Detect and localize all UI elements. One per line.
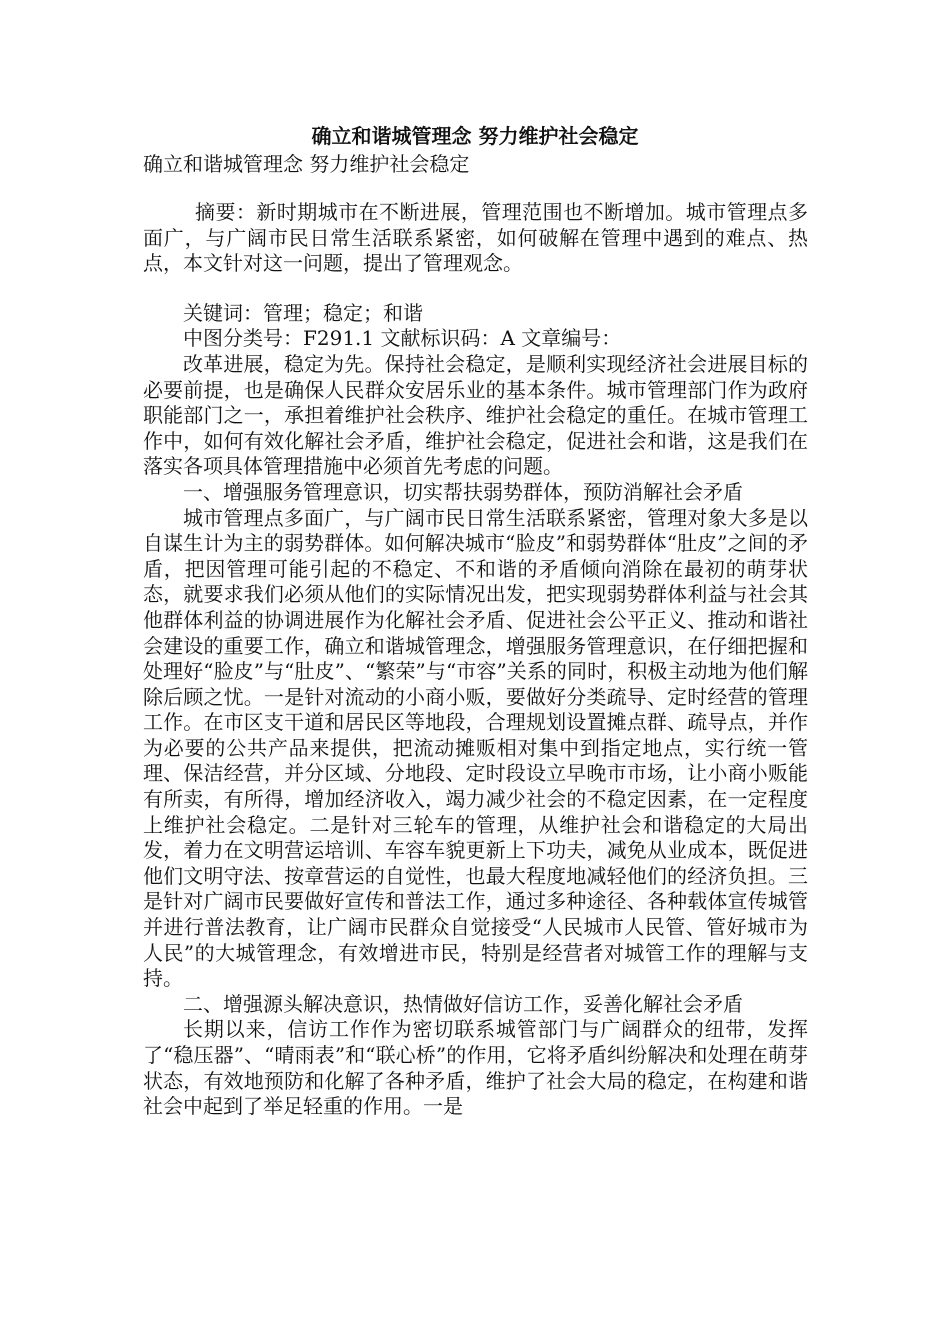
section-heading: 一、增强服务管理意识，切实帮扶弱势群体，预防消解社会矛盾 [183,479,743,504]
abstract: 摘要：新时期城市在不断进展，管理范围也不断增加。城市管理点多面广，与广阔市民日常生活联系紧密，如何破解在管理中遇到的难点、热点，本文针对这一问题，提出了管理观念。 [143,200,808,276]
body-paragraph: 改革进展，稳定为先。保持社会稳定，是顺利实现经济社会进展目标的必要前提，也是确保人民群众安居乐业的基本条件。城市管理部门作为政府职能部门之一，承担着维护社会秩序、维护社会稳定的重任。在城市管理工作中，如何有效化解社会矛盾，维护社会稳定，促进社会和谐，这是我们在落实各项具体管理措施中必须首先考虑的问题。 [143,351,808,479]
body-paragraph: 长期以来，信访工作作为密切联系城管部门与广阔群众的纽带，发挥了“稳压器”、“晴雨表”和“联心桥”的作用，它将矛盾纠纷解决和处理在萌芽状态，有效地预防和化解了各种矛盾，维护了社会大局的稳定，在构建和谐社会中起到了举足轻重的作用。一是 [143,1017,808,1119]
document-title: 确立和谐城管理念 努力维护社会稳定 [311,124,639,148]
keywords: 关键词：管理；稳定；和谐 [183,300,423,325]
body-paragraph: 城市管理点多面广，与广阔市民日常生活联系紧密，管理对象大多是以自谋生计为主的弱势群体。如何解决城市“脸皮”和弱势群体“肚皮”之间的矛盾，把因管理可能引起的不稳定、不和谐的矛盾倾向消除在最初的萌芽状态，就要求我们必须从他们的实际情况出发，把实现弱势群体利益与社会其他群体利益的协调进展作为化解社会矛盾、促进社会公平正义、推动和谐社会建设的重要工作，确立和谐城管理念，增强服务管理意识，在仔细把握和处理好“脸皮”与“肚皮”、“繁荣”与“市容”关系的同时，积极主动地为他们解除后顾之忧。一是针对流动的小商小贩，要做好分类疏导、定时经营的管理工作。在市区支干道和居民区等地段，合理规划设置摊点群、疏导点，并作为必要的公共产品来提供，把流动摊贩相对集中到指定地点，实行统一管理、保洁经营，并分区域、分地段、定时段设立早晚市市场，让小商小贩能有所卖，有所得，增加经济收入，竭力减少社会的不稳定因素，在一定程度上维护社会稳定。二是针对三轮车的管理，从维护社会和谐稳定的大局出发，着力在文明营运培训、车容车貌更新上下功夫，减免从业成本，既促进他们文明守法、按章营运的自觉性，也最大程度地减轻他们的经济负担。三是针对广阔市民要做好宣传和普法工作，通过多种途径、各种载体宣传城管并进行普法教育，让广阔市民群众自觉接受“人民城市人民管、管好城市为人民”的大城管理念，有效增进市民，特别是经营者对城管工作的理解与支持。 [143,505,808,991]
document-subtitle: 确立和谐城管理念 努力维护社会稳定 [143,152,470,176]
classification-line: 中图分类号：F291.1 文献标识码：A 文章编号： [183,326,622,351]
section-heading: 二、增强源头解决意识，热情做好信访工作，妥善化解社会矛盾 [183,991,743,1016]
document-body [143,200,808,1120]
